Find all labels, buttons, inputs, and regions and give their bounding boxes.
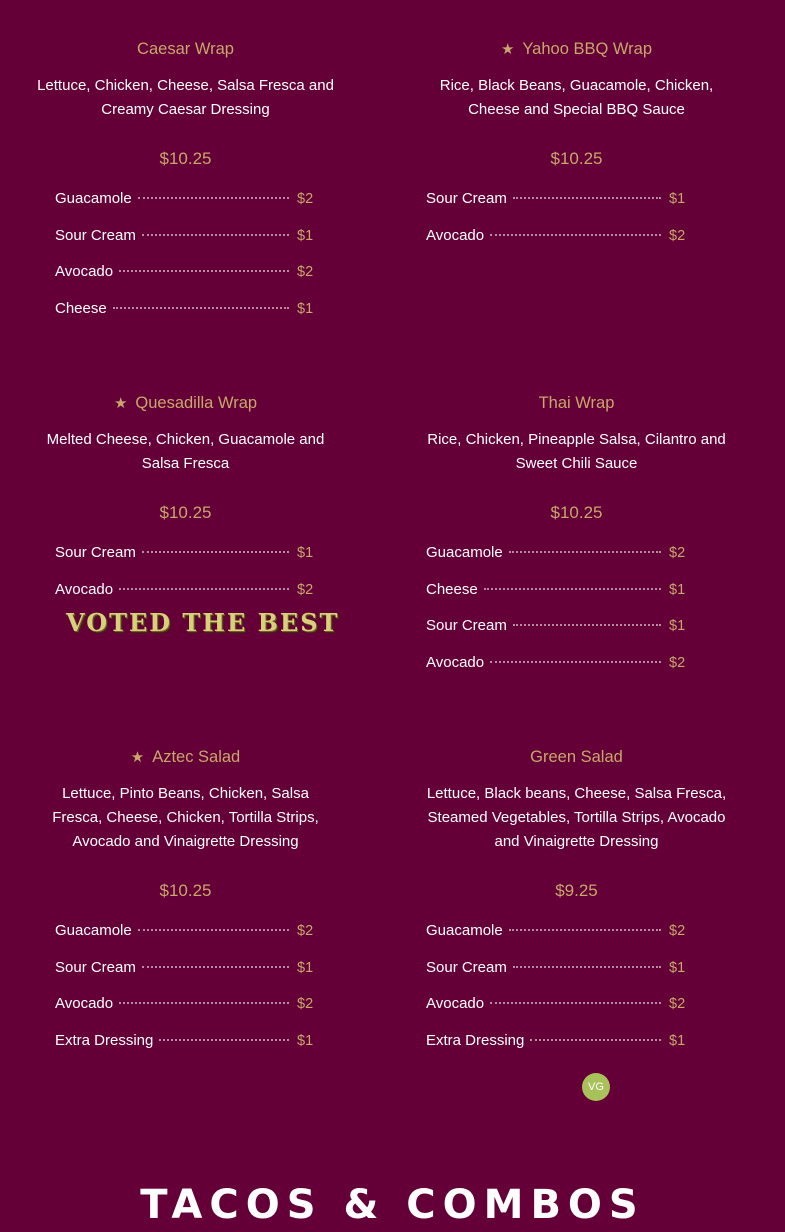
dot-leader xyxy=(142,551,289,553)
dot-leader xyxy=(490,234,661,236)
addon-name: Guacamole xyxy=(426,544,503,561)
menu-item-name: Thai Wrap xyxy=(538,394,615,412)
addon-price: $1 xyxy=(669,618,686,634)
voted-best-badge: VOTED THE BEST xyxy=(66,608,340,637)
addon-item xyxy=(426,580,687,617)
dot-leader xyxy=(119,270,289,272)
addon-name: Sour Cream xyxy=(55,544,136,561)
addon-list xyxy=(55,189,315,335)
dot-leader xyxy=(513,197,661,199)
dot-leader xyxy=(113,307,289,309)
addon-item xyxy=(55,226,315,263)
menu-item-name: Aztec Salad xyxy=(152,748,241,766)
addon-item xyxy=(426,616,687,653)
addon-price: $2 xyxy=(297,264,314,280)
menu-item-name: Yahoo BBQ Wrap xyxy=(522,40,653,58)
menu-item-title xyxy=(371,38,782,60)
menu-item xyxy=(371,708,782,1062)
addon-item xyxy=(426,226,687,263)
addon-name: Sour Cream xyxy=(426,617,507,634)
addon-item xyxy=(55,262,315,299)
dot-leader xyxy=(138,197,289,199)
menu-item-title xyxy=(0,392,371,414)
menu-item-title xyxy=(371,392,782,414)
addon-price: $2 xyxy=(297,191,314,207)
addon-list xyxy=(55,543,315,616)
addon-name: Avocado xyxy=(426,995,485,1012)
menu-item-price: $10.25 xyxy=(550,149,603,168)
addon-item xyxy=(426,543,687,580)
addon-name: Avocado xyxy=(55,995,114,1012)
addon-name: Avocado xyxy=(55,263,114,280)
addon-price: $2 xyxy=(297,923,314,939)
menu-item-price: $10.25 xyxy=(159,503,212,522)
addon-item xyxy=(426,921,687,958)
addon-item xyxy=(55,299,315,336)
addon-price: $2 xyxy=(669,545,686,561)
addon-name: Extra Dressing xyxy=(426,1031,525,1049)
dot-leader xyxy=(142,966,289,968)
star-icon: ★ xyxy=(113,395,128,412)
menu-item-description: Lettuce, Pinto Beans, Chicken, Salsa Fresca, Cheese, Chicken, Tortilla Strips, Avocado and Vinaigrette Dressing xyxy=(52,785,319,850)
addon-name: Guacamole xyxy=(55,922,132,939)
addon-price: $1 xyxy=(297,1032,314,1049)
dot-leader xyxy=(119,1002,289,1004)
menu-item-name: Green Salad xyxy=(530,748,623,766)
addon-item xyxy=(55,1031,315,1068)
addon-item xyxy=(426,958,687,995)
addon-price: $1 xyxy=(669,581,686,598)
addon-item xyxy=(55,189,315,226)
addon-price: $2 xyxy=(669,996,686,1012)
addon-price: $1 xyxy=(297,227,314,244)
addon-list xyxy=(426,921,687,1067)
menu-item-description: Lettuce, Black beans, Cheese, Salsa Fresca, Steamed Vegetables, Tortilla Strips, Avocado and Vinaigrette Dressing xyxy=(426,785,727,850)
addon-list xyxy=(55,921,315,1067)
star-icon: ★ xyxy=(500,41,515,58)
addon-price: $2 xyxy=(297,581,314,598)
addon-name: Sour Cream xyxy=(426,958,507,976)
menu-item-title xyxy=(0,746,371,768)
addon-item xyxy=(426,1031,687,1068)
dot-leader xyxy=(119,588,289,590)
dot-leader xyxy=(509,929,661,931)
addon-item xyxy=(426,994,687,1031)
menu-item-price: $10.25 xyxy=(159,881,212,900)
addon-item xyxy=(55,994,315,1031)
addon-price: $1 xyxy=(297,959,314,976)
addon-name: Avocado xyxy=(426,226,485,244)
menu-item xyxy=(0,0,371,354)
dot-leader xyxy=(138,929,289,931)
dot-leader xyxy=(484,588,661,590)
addon-name: Guacamole xyxy=(426,922,503,939)
addon-name: Cheese xyxy=(426,580,478,598)
menu-item xyxy=(371,0,782,354)
addon-item xyxy=(55,958,315,995)
menu-item-title xyxy=(0,38,371,60)
dot-leader xyxy=(513,966,661,968)
dot-leader xyxy=(490,661,661,663)
addon-price: $2 xyxy=(669,923,686,939)
addon-name: Avocado xyxy=(55,580,114,598)
dot-leader xyxy=(159,1039,289,1041)
addon-item xyxy=(426,653,687,690)
addon-name: Sour Cream xyxy=(55,226,136,244)
menu-item-description: Rice, Black Beans, Guacamole, Chicken, Cheese and Special BBQ Sauce xyxy=(439,77,714,118)
addon-name: Cheese xyxy=(55,299,107,317)
addon-price: $1 xyxy=(297,300,314,317)
addon-list xyxy=(426,543,687,689)
addon-price: $2 xyxy=(669,227,686,244)
addon-item xyxy=(426,189,687,226)
addon-price: $1 xyxy=(297,545,314,561)
menu-item-price: $10.25 xyxy=(159,149,212,168)
addon-name: Sour Cream xyxy=(55,958,136,976)
addon-name: Extra Dressing xyxy=(55,1031,154,1049)
vegetarian-badge: VG xyxy=(582,1073,610,1101)
menu-item-title xyxy=(371,746,782,768)
menu-item-price: $9.25 xyxy=(555,881,598,900)
dot-leader xyxy=(142,234,289,236)
dot-leader xyxy=(513,624,661,626)
menu-item-description: Rice, Chicken, Pineapple Salsa, Cilantro and Sweet Chili Sauce xyxy=(427,431,726,472)
dot-leader xyxy=(509,551,661,553)
menu-item-name: Quesadilla Wrap xyxy=(135,394,258,412)
section-title: TACOS & COMBOS xyxy=(140,1182,645,1228)
addon-price: $2 xyxy=(669,654,686,671)
addon-price: $1 xyxy=(669,191,686,207)
addon-price: $2 xyxy=(297,996,314,1012)
addon-item xyxy=(55,543,315,580)
menu-item xyxy=(0,354,371,708)
addon-name: Sour Cream xyxy=(426,190,507,207)
addon-item xyxy=(55,921,315,958)
menu-item xyxy=(371,354,782,708)
menu-item-description: Melted Cheese, Chicken, Guacamole and Salsa Fresca xyxy=(46,431,325,472)
addon-name: Avocado xyxy=(426,653,485,671)
dot-leader xyxy=(490,1002,661,1004)
menu-item xyxy=(0,708,371,1062)
addon-price: $1 xyxy=(669,1032,686,1049)
menu-item-name: Caesar Wrap xyxy=(137,40,234,58)
dot-leader xyxy=(530,1039,661,1041)
star-icon: ★ xyxy=(130,749,145,766)
menu-item-description: Lettuce, Chicken, Cheese, Salsa Fresca and Creamy Caesar Dressing xyxy=(37,77,334,118)
addon-list xyxy=(426,189,687,262)
addon-name: Guacamole xyxy=(55,190,132,207)
menu-item-price: $10.25 xyxy=(550,503,603,522)
addon-price: $1 xyxy=(669,959,686,976)
